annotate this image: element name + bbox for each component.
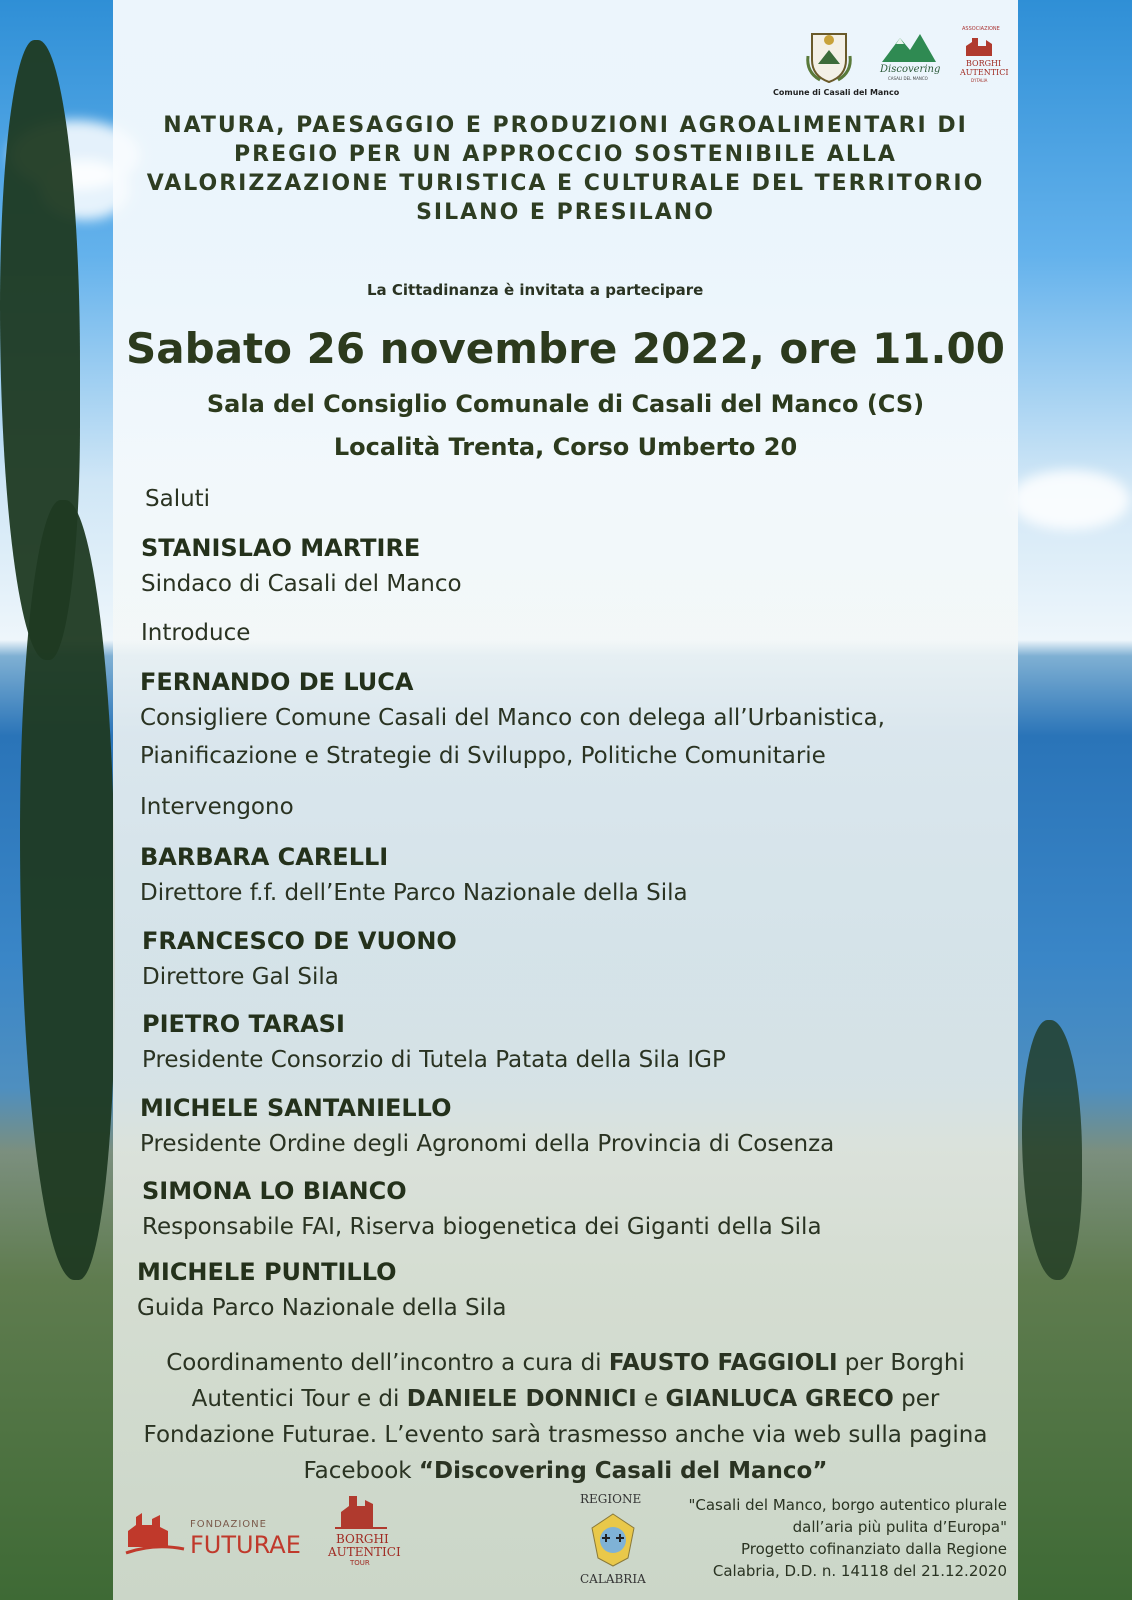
saluti-label: Saluti	[145, 486, 211, 512]
intervengono-label: Intervengono	[140, 794, 294, 820]
speaker-name: MICHELE PUNTILLO	[137, 1258, 397, 1286]
speaker-name: PIETRO TARASI	[142, 1010, 345, 1038]
coordinator-name: GIANLUCA GRECO	[665, 1386, 894, 1412]
borghi-label-2: AUTENTICI	[960, 68, 1009, 77]
introduce-label: Introduce	[141, 620, 251, 646]
comune-crest-logo	[804, 26, 854, 84]
futurae-big: FUTURAE	[190, 1531, 301, 1559]
coordinator-name: FAUSTO FAGGIOLI	[608, 1350, 838, 1376]
event-date: Sabato 26 novembre 2022, ore 11.00	[126, 324, 1005, 373]
coordinator-name: DANIELE DONNICI	[406, 1386, 637, 1412]
title-line-1: NATURA, PAESAGGIO E PRODUZIONI AGROALIMENTARI DI	[163, 113, 968, 138]
borghi-tour-2: AUTENTICI	[328, 1545, 401, 1559]
discovering-logo	[878, 30, 940, 82]
speaker-role: Presidente Consorzio di Tutela Patata della Sila IGP	[142, 1047, 726, 1073]
borghi-tour-1: BORGHI	[336, 1532, 389, 1546]
speaker-role: Pianificazione e Strategie di Sviluppo, Politiche Comunitarie	[140, 743, 826, 769]
borghi-tour-3: TOUR	[350, 1559, 370, 1567]
coordination-line-2: Autentici Tour e di DANIELE DONNICI e GIANLUCA GRECO per	[191, 1386, 940, 1412]
event-venue: Sala del Consiglio Comunale di Casali del Manco (CS)	[206, 390, 925, 418]
borghi-autentici-tour-logo	[326, 1490, 401, 1572]
coordination-line-4: Facebook “Discovering Casali del Manco”	[303, 1458, 828, 1484]
coordination-line-1: Coordinamento dell’incontro a cura di FAUSTO FAGGIOLI per Borghi	[166, 1350, 965, 1376]
footer-quote-2: dall’aria più pulita d’Europa"	[792, 1518, 1007, 1536]
footer-quote-3: Progetto cofinanziato dalla Regione	[741, 1540, 1007, 1558]
invite-text: La Cittadinanza è invitata a partecipare	[367, 281, 704, 299]
speaker-role: Direttore f.f. dell’Ente Parco Nazionale della Sila	[140, 880, 688, 906]
speaker-role: Presidente Ordine degli Agronomi della Provincia di Cosenza	[140, 1131, 835, 1157]
speaker-name: FERNANDO DE LUCA	[140, 668, 414, 696]
discovering-label: Discovering	[880, 64, 941, 75]
futurae-small: FONDAZIONE	[190, 1519, 267, 1530]
regione-bottom: CALABRIA	[580, 1572, 646, 1586]
borghi-label-3: D'ITALIA	[971, 78, 988, 83]
coordination-line-3: Fondazione Futurae. L’evento sarà trasmesso anche via web sulla pagina	[143, 1422, 988, 1448]
borghi-top-label: ASSOCIAZIONE	[962, 26, 1000, 32]
speaker-role: Consigliere Comune Casali del Manco con delega all’Urbanistica,	[140, 705, 885, 731]
regione-top: REGIONE	[580, 1492, 642, 1506]
speaker-role: Guida Parco Nazionale della Sila	[137, 1295, 507, 1321]
facebook-page-name: “Discovering Casali del Manco”	[418, 1458, 828, 1484]
discovering-sub: CASALI DEL MANCO	[888, 76, 928, 81]
speaker-role: Direttore Gal Sila	[142, 964, 339, 990]
speaker-name: STANISLAO MARTIRE	[141, 534, 421, 562]
speaker-role: Responsabile FAI, Riserva biogenetica dei Giganti della Sila	[142, 1214, 822, 1240]
speaker-name: MICHELE SANTANIELLO	[140, 1094, 452, 1122]
regione-calabria-logo	[578, 1492, 650, 1592]
footer-quote-4: Calabria, D.D. n. 14118 del 21.12.2020	[712, 1562, 1007, 1580]
footer-quote-1: "Casali del Manco, borgo autentico plurale	[688, 1496, 1007, 1514]
event-address: Località Trenta, Corso Umberto 20	[333, 433, 798, 461]
speaker-role: Sindaco di Casali del Manco	[141, 571, 462, 597]
fondazione-futurae-logo	[124, 1505, 309, 1563]
speaker-name: BARBARA CARELLI	[140, 843, 389, 871]
title-line-2: PREGIO PER UN APPROCCIO SOSTENIBILE ALLA	[234, 142, 897, 167]
borghi-label-1: BORGHI	[966, 59, 1002, 68]
comune-caption: Comune di Casali del Manco	[773, 88, 900, 97]
borghi-autentici-italia-logo	[958, 26, 1009, 86]
speaker-name: FRANCESCO DE VUONO	[142, 927, 457, 955]
title-line-3: VALORIZZAZIONE TURISTICA E CULTURALE DEL TERRITORIO	[146, 171, 985, 196]
title-line-4: SILANO E PRESILANO	[416, 200, 715, 225]
speaker-name: SIMONA LO BIANCO	[142, 1177, 407, 1205]
